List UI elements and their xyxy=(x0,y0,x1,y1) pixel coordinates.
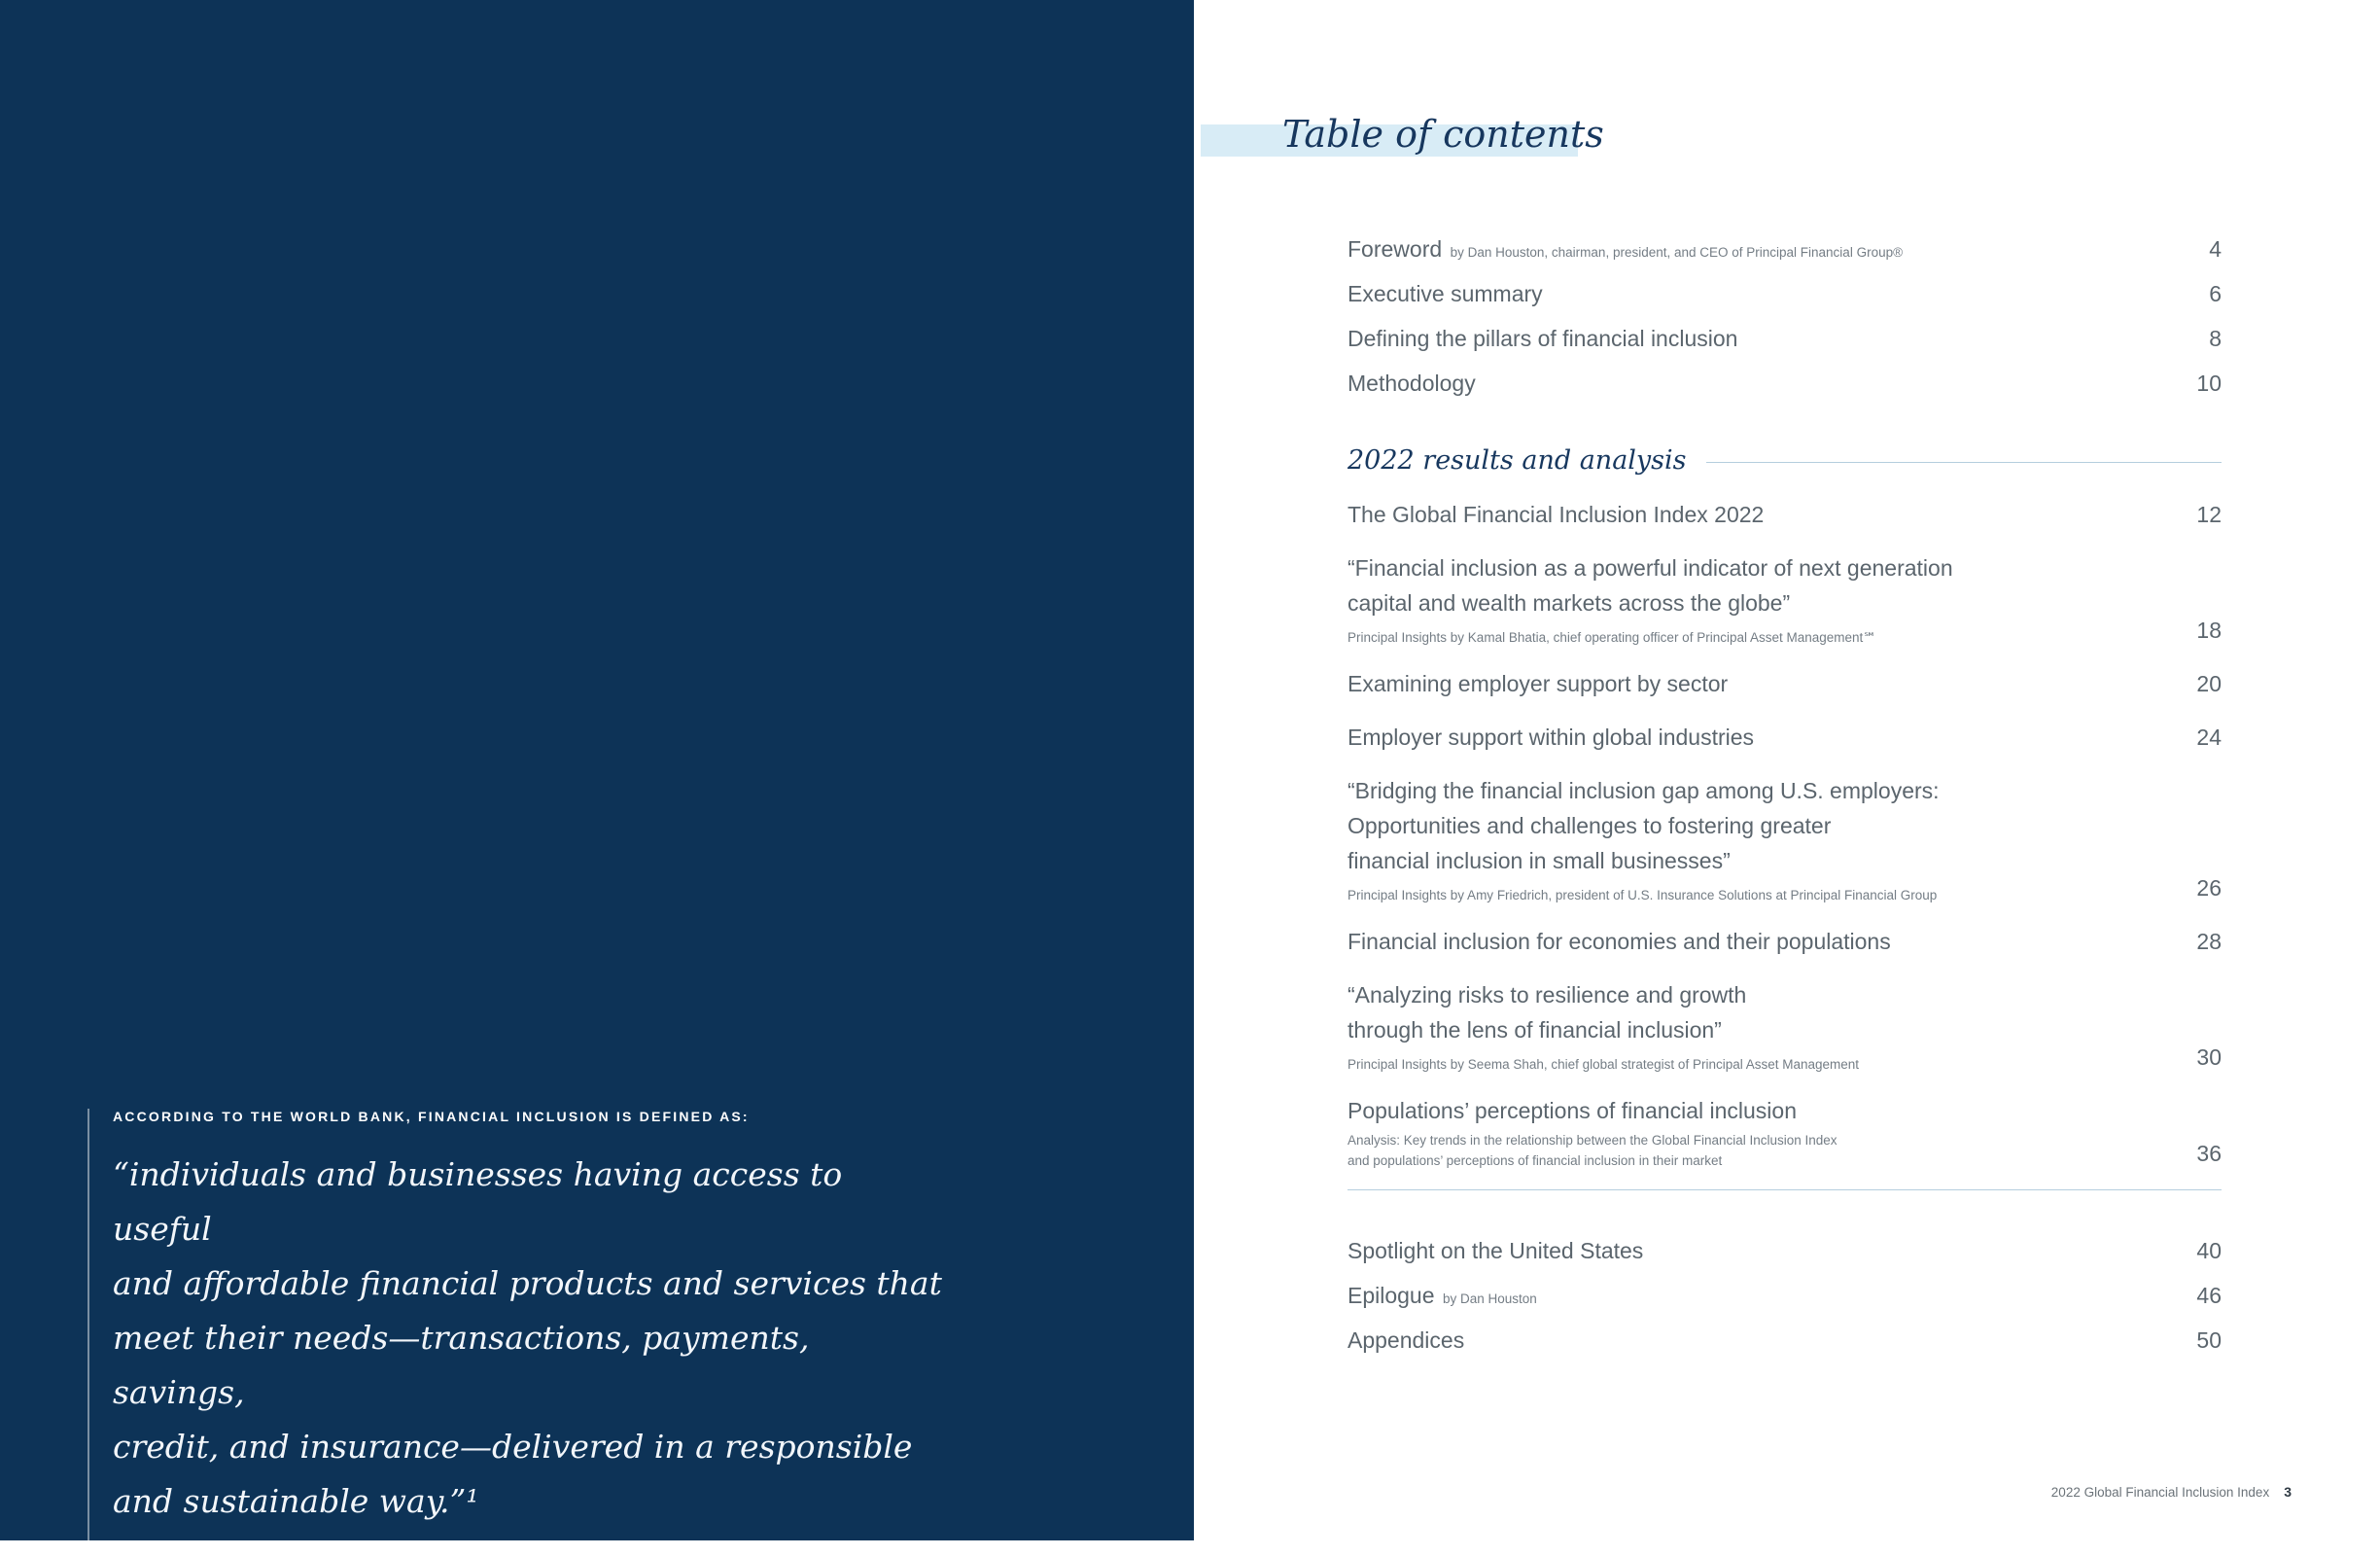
entry-title: Spotlight on the United States xyxy=(1348,1238,1644,1263)
entry-text xyxy=(1348,231,2193,266)
entry-byline: by Dan Houston, chairman, president, and CEO of Principal Financial Group® xyxy=(1450,245,1904,260)
entry-page-number: 26 xyxy=(2196,875,2222,901)
entry-page-number: 30 xyxy=(2196,1044,2222,1070)
entry-title: Defining the pillars of financial inclusion xyxy=(1348,326,1738,351)
toc-entry-epilogue[interactable] xyxy=(1348,1278,2222,1313)
entry-title: The Global Financial Inclusion Index 2022 xyxy=(1348,502,1765,527)
entry-text xyxy=(1348,276,2193,311)
entry-page-number: 6 xyxy=(2209,281,2222,306)
entry-title: Opportunities and challenges to fostering greater xyxy=(1348,813,1832,838)
entry-page-number: 40 xyxy=(2196,1238,2222,1263)
entry-title: financial inclusion in small businesses” xyxy=(1348,848,1731,873)
toc-title: Table of contents xyxy=(1282,113,1604,156)
entry-title: Populations’ perceptions of financial inclusion xyxy=(1348,1098,1797,1123)
entry-title: “Bridging the financial inclusion gap among U.S. employers: xyxy=(1348,778,1940,803)
toc-entry-methodology[interactable] xyxy=(1348,366,2222,401)
entry-title: Employer support within global industries xyxy=(1348,725,1755,750)
entry-title: Examining employer support by sector xyxy=(1348,671,1729,696)
toc-entry-foreword[interactable] xyxy=(1348,231,2222,266)
entry-text xyxy=(1348,666,2181,701)
quote-line: “individuals and businesses having access to useful xyxy=(113,1155,843,1248)
entry-page-number: 24 xyxy=(2196,725,2222,750)
entry-page-number: 8 xyxy=(2209,326,2222,351)
quote-line: and sustainable way.”¹ xyxy=(113,1482,479,1520)
entry-sub-text: Principal Insights by Amy Friedrich, president of U.S. Insurance Solutions at Principal Financial Group xyxy=(1348,888,1938,902)
entry-page-number: 20 xyxy=(2196,671,2222,696)
quote-footnote: ¹ World Bank xyxy=(113,1542,184,1556)
section-heading: 2022 results and analysis xyxy=(1348,445,1687,476)
entry-text xyxy=(1348,550,2181,648)
entry-text xyxy=(1348,1323,2181,1358)
quote-label: ACCORDING TO THE WORLD BANK, FINANCIAL INCLUSION IS DEFINED AS: xyxy=(113,1109,750,1124)
entry-title: Epilogue xyxy=(1348,1283,1435,1308)
entry-text xyxy=(1348,366,2181,401)
toc-entry-appendices[interactable] xyxy=(1348,1323,2222,1358)
quote-line: and affordable financial products and services that xyxy=(113,1264,942,1302)
entry-page-number: 36 xyxy=(2196,1141,2222,1166)
entry-title: “Analyzing risks to resilience and growth xyxy=(1348,982,1747,1008)
entry-text xyxy=(1348,1278,2181,1313)
entry-text xyxy=(1348,773,2181,905)
entry-page-number: 12 xyxy=(2196,502,2222,527)
entry-title: Financial inclusion for economies and their populations xyxy=(1348,929,1891,954)
entry-text xyxy=(1348,497,2181,532)
entry-sub-text: and populations’ perceptions of financial inclusion in their market xyxy=(1348,1153,1723,1168)
entry-title: “Financial inclusion as a powerful indicator of next generation xyxy=(1348,555,1953,581)
quote-line: credit, and insurance—delivered in a responsible xyxy=(113,1428,913,1466)
section-heading-rule xyxy=(1706,462,2222,463)
entry-text xyxy=(1348,321,2193,356)
toc-entry-populations-perceptions[interactable] xyxy=(1348,1093,2222,1171)
quote-block xyxy=(88,1109,943,1556)
right-page xyxy=(1194,0,2380,1540)
entry-sub-text: Principal Insights by Seema Shah, chief global strategist of Principal Asset Management xyxy=(1348,1057,1860,1072)
toc-entry-insight-kamal-bhatia[interactable] xyxy=(1348,550,2222,648)
toc-entry-employer-support-sector[interactable] xyxy=(1348,666,2222,701)
entry-title: Appendices xyxy=(1348,1327,1465,1353)
entry-page-number: 50 xyxy=(2196,1327,2222,1353)
entry-page-number: 28 xyxy=(2196,929,2222,954)
toc-entry-defining-pillars[interactable] xyxy=(1348,321,2222,356)
section-heading-row xyxy=(1348,445,2222,476)
entry-text xyxy=(1348,1093,2181,1171)
entry-sub-text: Principal Insights by Kamal Bhatia, chief operating officer of Principal Asset Management℠ xyxy=(1348,630,1877,645)
entry-title: through the lens of financial inclusion” xyxy=(1348,1017,1722,1043)
entry-sub-text: Analysis: Key trends in the relationship between the Global Financial Inclusion Index xyxy=(1348,1133,1838,1148)
toc-entry-economies-populations[interactable] xyxy=(1348,924,2222,959)
toc-entry-global-index-2022[interactable] xyxy=(1348,497,2222,532)
entry-page-number: 18 xyxy=(2196,618,2222,643)
entry-byline: by Dan Houston xyxy=(1442,1291,1537,1306)
entry-title: capital and wealth markets across the globe” xyxy=(1348,590,1791,616)
entry-title: Executive summary xyxy=(1348,281,1543,306)
page-footer xyxy=(2051,1484,2292,1500)
entry-title: Foreword xyxy=(1348,236,1443,262)
section-divider-rule xyxy=(1348,1189,2222,1190)
toc-title-wrap xyxy=(1282,113,2380,163)
entry-page-number: 10 xyxy=(2196,371,2222,396)
toc-entry-executive-summary[interactable] xyxy=(1348,276,2222,311)
footer-page-number: 3 xyxy=(2284,1484,2292,1500)
table-of-contents xyxy=(1348,231,2222,1358)
toc-entry-spotlight-us[interactable] xyxy=(1348,1233,2222,1268)
footer-report-title: 2022 Global Financial Inclusion Index xyxy=(2050,1485,2270,1500)
toc-entry-insight-seema-shah[interactable] xyxy=(1348,977,2222,1075)
toc-entry-insight-amy-friedrich[interactable] xyxy=(1348,773,2222,905)
entry-text xyxy=(1348,977,2181,1075)
entry-text xyxy=(1348,720,2181,755)
entry-title: Methodology xyxy=(1348,371,1476,396)
quote-line: meet their needs—transactions, payments, savings, xyxy=(113,1319,810,1411)
entry-page-number: 46 xyxy=(2196,1283,2222,1308)
entry-text xyxy=(1348,924,2181,959)
quote-text xyxy=(113,1148,943,1529)
toc-entry-employer-support-industries[interactable] xyxy=(1348,720,2222,755)
entry-text xyxy=(1348,1233,2181,1268)
entry-page-number: 4 xyxy=(2209,236,2222,262)
